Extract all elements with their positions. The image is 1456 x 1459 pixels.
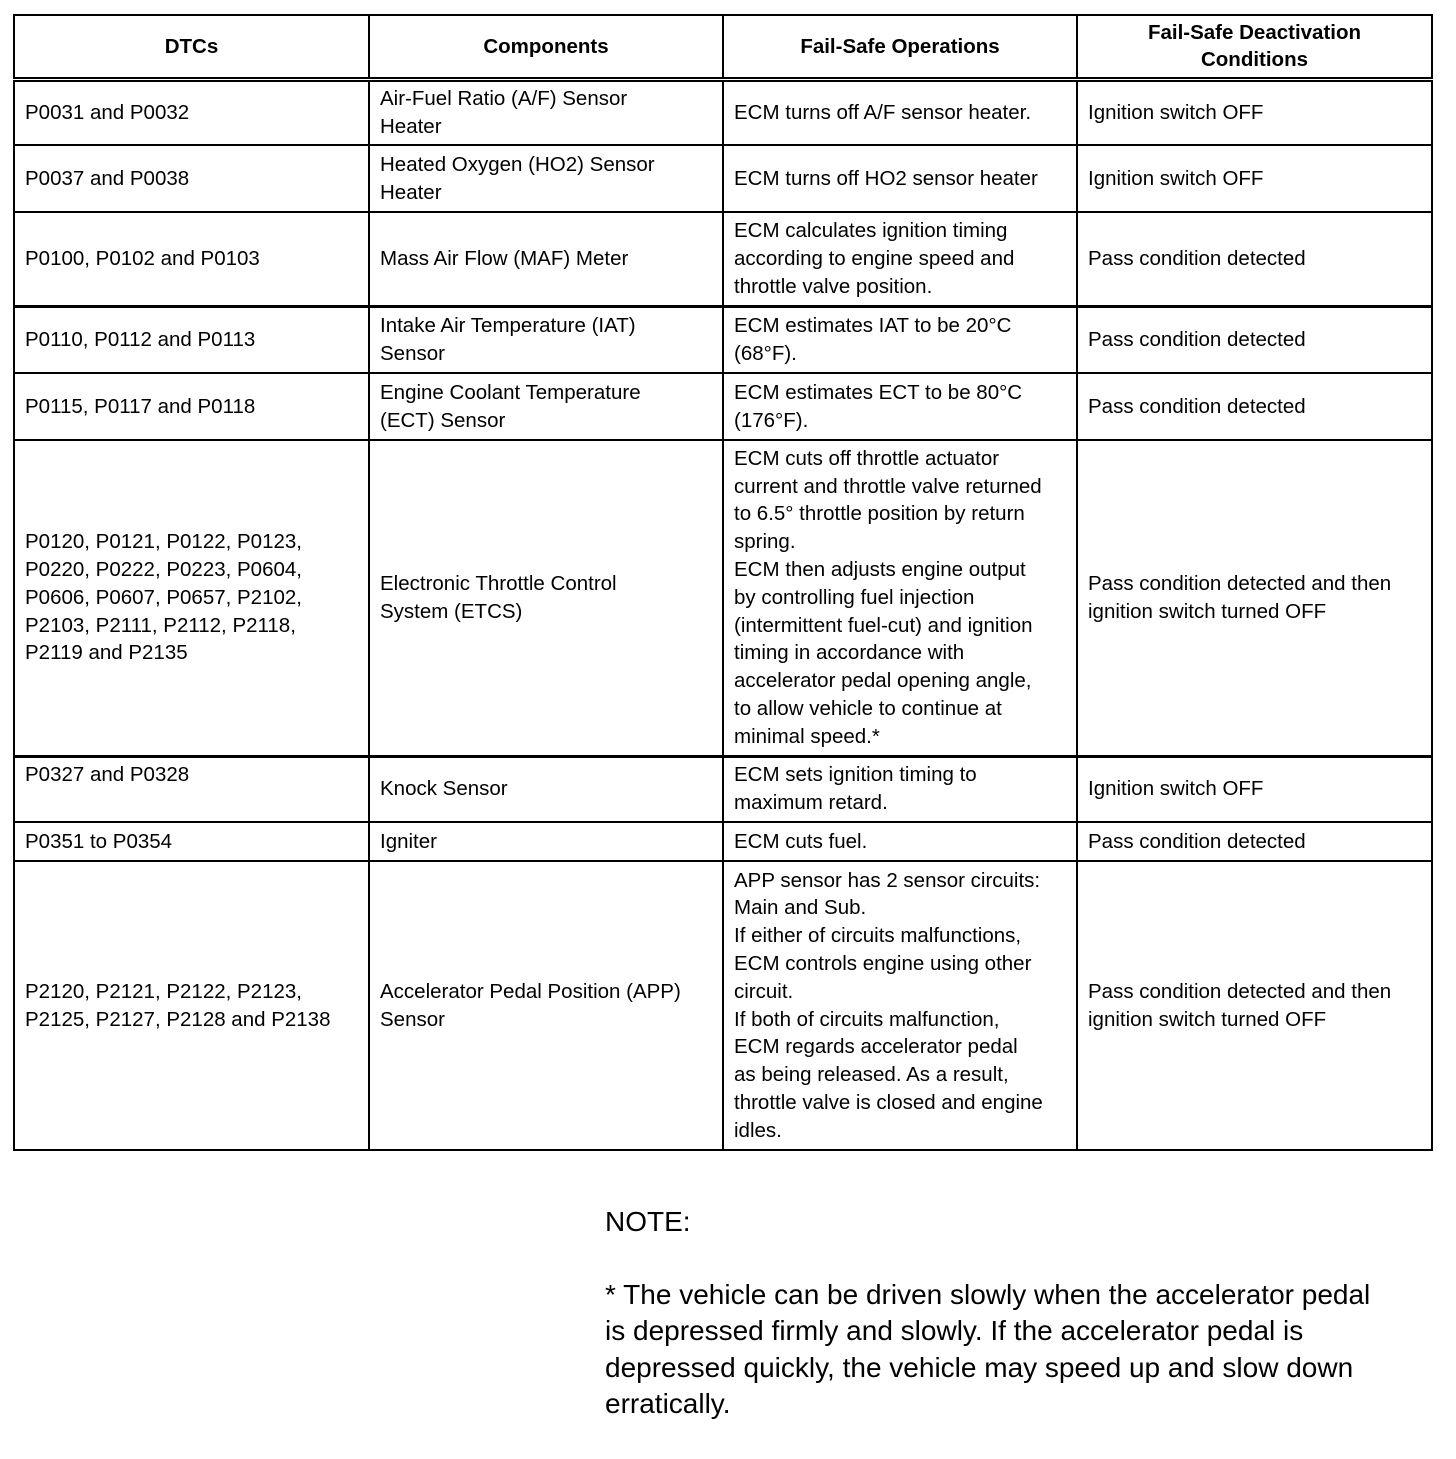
deactivation-cell: Pass condition detected and then ignition switch turned OFF (1077, 861, 1432, 1150)
component-cell: Accelerator Pedal Position (APP) Sensor (369, 861, 723, 1150)
dtc-cell: P0037 and P0038 (14, 145, 369, 212)
operation-cell: ECM calculates ignition timing according to engine speed and throttle valve position. (723, 212, 1077, 306)
dtc-cell: P0100, P0102 and P0103 (14, 212, 369, 306)
header-dtcs: DTCs (14, 15, 369, 79)
dtc-cell: P0327 and P0328 (14, 756, 369, 822)
deactivation-cell: Pass condition detected (1077, 822, 1432, 861)
table-row (14, 373, 1432, 440)
dtc-cell: P0031 and P0032 (14, 79, 369, 145)
deactivation-cell: Ignition switch OFF (1077, 79, 1432, 145)
operation-cell: APP sensor has 2 sensor circuits: Main and Sub. If either of circuits malfunctions, ECM controls engine using other circuit. If both of circuits malfunction, ECM regards accelerator pedal as being released. As a result, throttle valve is closed and engine idles. (723, 861, 1077, 1150)
deactivation-cell: Pass condition detected (1077, 212, 1432, 306)
table-row (14, 212, 1432, 306)
table-row (14, 861, 1432, 1150)
dtc-cell: P0120, P0121, P0122, P0123, P0220, P0222, P0223, P0604, P0606, P0607, P0657, P2102, P2103, P2111, P2112, P2118, P2119 and P2135 (14, 440, 369, 756)
component-cell: Heated Oxygen (HO2) Sensor Heater (369, 145, 723, 212)
table-row (14, 440, 1432, 756)
note-block (605, 1167, 1435, 1459)
component-cell: Mass Air Flow (MAF) Meter (369, 212, 723, 306)
dtc-cell: P0110, P0112 and P0113 (14, 306, 369, 373)
dtc-cell: P0115, P0117 and P0118 (14, 373, 369, 440)
note-heading: NOTE: (605, 1205, 691, 1237)
table-row (14, 79, 1432, 145)
table-row (14, 306, 1432, 373)
table-row (14, 145, 1432, 212)
table-row (14, 756, 1432, 822)
operation-cell: ECM estimates IAT to be 20°C (68°F). (723, 306, 1077, 373)
deactivation-cell: Ignition switch OFF (1077, 145, 1432, 212)
dtc-cell: P2120, P2121, P2122, P2123, P2125, P2127, P2128 and P2138 (14, 861, 369, 1150)
operation-cell: ECM cuts fuel. (723, 822, 1077, 861)
deactivation-cell: Pass condition detected (1077, 373, 1432, 440)
component-cell: Intake Air Temperature (IAT) Sensor (369, 306, 723, 373)
fail-safe-table (13, 14, 1433, 1151)
operation-cell: ECM cuts off throttle actuator current and throttle valve returned to 6.5° throttle position by return spring. ECM then adjusts engine output by controlling fuel injection (intermittent fuel-cut) and ignition timing in accordance with accelerator pedal opening angle, to allow vehicle to continue at minimal speed.* (723, 440, 1077, 756)
deactivation-cell: Ignition switch OFF (1077, 756, 1432, 822)
deactivation-cell: Pass condition detected (1077, 306, 1432, 373)
operation-cell: ECM turns off HO2 sensor heater (723, 145, 1077, 212)
operation-cell: ECM turns off A/F sensor heater. (723, 79, 1077, 145)
component-cell: Engine Coolant Temperature (ECT) Sensor (369, 373, 723, 440)
dtc-cell: P0351 to P0354 (14, 822, 369, 861)
component-cell: Knock Sensor (369, 756, 723, 822)
component-cell: Air-Fuel Ratio (A/F) Sensor Heater (369, 79, 723, 145)
header-deactivation-conditions: Fail-Safe Deactivation Conditions (1077, 15, 1432, 79)
operation-cell: ECM sets ignition timing to maximum retard. (723, 756, 1077, 822)
component-cell: Igniter (369, 822, 723, 861)
table-row (14, 822, 1432, 861)
operation-cell: ECM estimates ECT to be 80°C (176°F). (723, 373, 1077, 440)
deactivation-cell: Pass condition detected and then ignition switch turned OFF (1077, 440, 1432, 756)
header-components: Components (369, 15, 723, 79)
header-fail-safe-operations: Fail-Safe Operations (723, 15, 1077, 79)
component-cell: Electronic Throttle Control System (ETCS) (369, 440, 723, 756)
note-text: * The vehicle can be driven slowly when the accelerator pedal is depressed firmly and slowly. If the accelerator pedal is depressed quickly, the vehicle may speed up and slow down erratically. (605, 1278, 1371, 1419)
table-header-row (14, 15, 1432, 79)
